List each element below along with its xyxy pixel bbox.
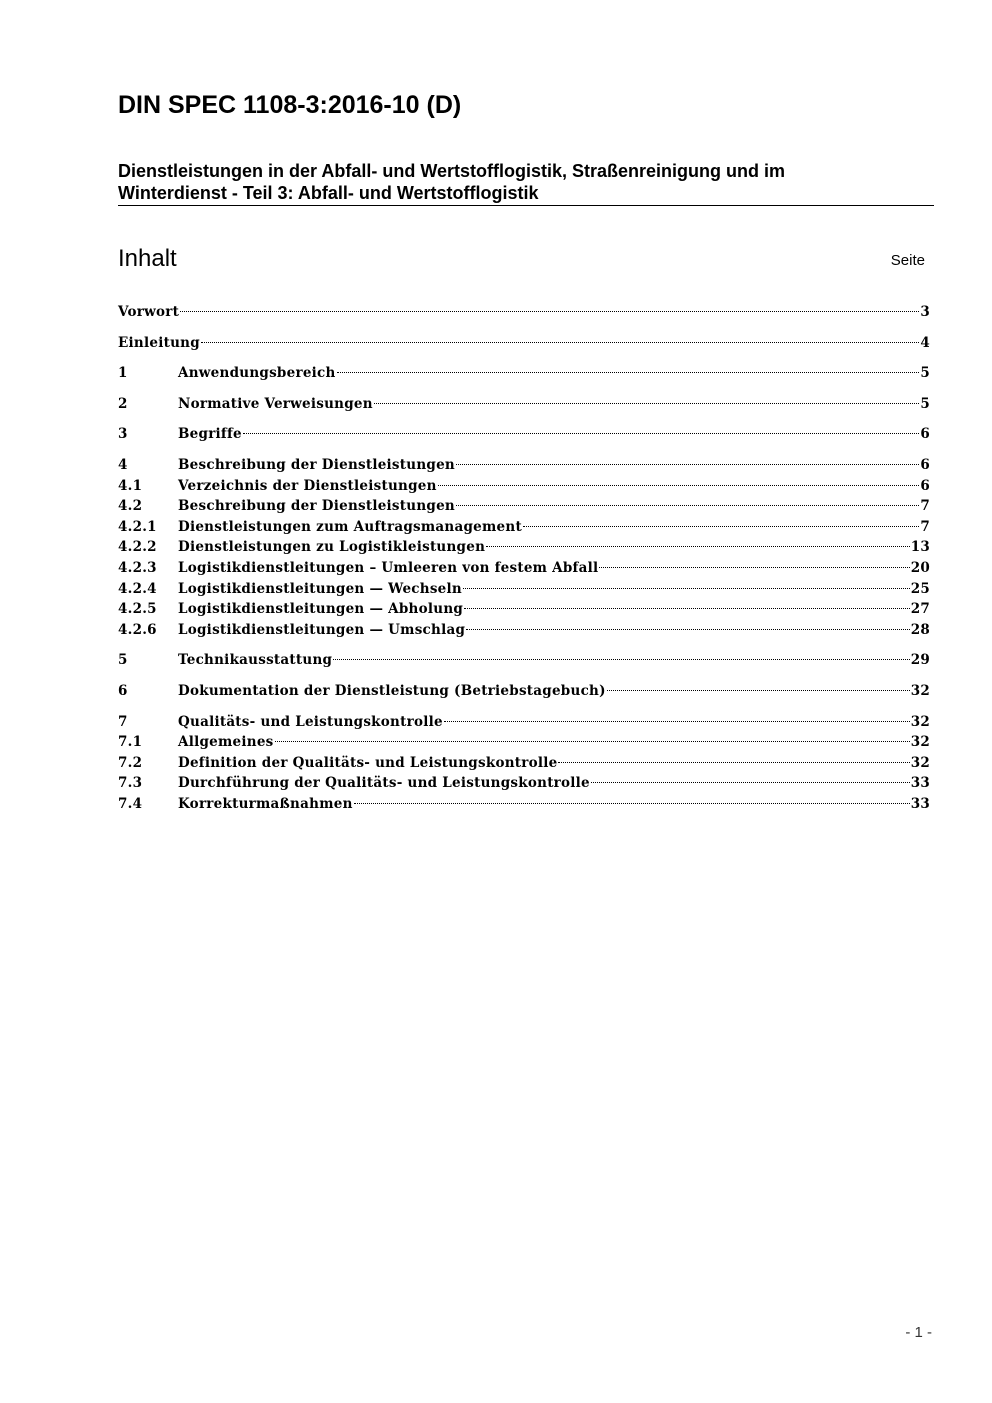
toc-entry-4[interactable] bbox=[118, 455, 930, 476]
page-column-label: Seite bbox=[890, 252, 925, 269]
dot-leader bbox=[438, 485, 920, 486]
toc-entry-page: 20 bbox=[910, 559, 930, 576]
dot-leader bbox=[333, 659, 909, 660]
toc-entry-title: Dienstleistungen zum Auftragsmanagement bbox=[178, 518, 522, 535]
toc-entry-number: 4 bbox=[118, 456, 128, 473]
toc-entry-title: Logistikdienstleitungen — Wechseln bbox=[178, 580, 462, 597]
toc-entry-4-1[interactable] bbox=[118, 476, 930, 497]
dot-leader bbox=[444, 721, 910, 722]
toc-entry-4-2-5[interactable] bbox=[118, 599, 930, 620]
toc-entry-title: Definition der Qualitäts- und Leistungskontrolle bbox=[178, 754, 558, 771]
dot-leader bbox=[466, 629, 910, 630]
dot-leader bbox=[337, 372, 920, 373]
toc-entry-title: Begriffe bbox=[178, 426, 242, 443]
toc-entry-page: 7 bbox=[920, 518, 930, 535]
dot-leader bbox=[464, 608, 910, 609]
dot-leader bbox=[599, 567, 909, 568]
dot-leader bbox=[558, 762, 909, 763]
toc-entry-title: Durchführung der Qualitäts- und Leistungskontrolle bbox=[178, 775, 590, 792]
toc-entry-number: 4.1 bbox=[118, 477, 143, 494]
toc-entry-7-2[interactable] bbox=[118, 753, 930, 774]
toc-entry-einleitung[interactable] bbox=[118, 333, 930, 354]
toc-entry-7-3[interactable] bbox=[118, 773, 930, 794]
toc-entry-number: 4.2.5 bbox=[118, 601, 157, 618]
toc-entry-title: Logistikdienstleitungen — Umschlag bbox=[178, 621, 466, 638]
dot-leader bbox=[180, 311, 919, 312]
toc-entry-page: 28 bbox=[910, 621, 930, 638]
toc-entry-title: Vorwort bbox=[118, 304, 180, 320]
toc-entry-title: Logistikdienstleitungen – Umleeren von festem Abfall bbox=[178, 559, 599, 576]
toc-entry-title: Dienstleistungen zu Logistikleistungen bbox=[178, 539, 486, 556]
dot-leader bbox=[486, 546, 910, 547]
toc-entry-page: 25 bbox=[910, 580, 930, 597]
toc-entry-title: Korrekturmaßnahmen bbox=[178, 795, 353, 812]
subtitle-line: Dienstleistungen in der Abfall- und Wertstofflogistik, Straßenreinigung und im bbox=[118, 161, 786, 181]
toc-entry-title: Allgemeines bbox=[178, 734, 274, 751]
toc-heading: Inhalt bbox=[118, 245, 177, 272]
toc-entry-number: 4.2.2 bbox=[118, 539, 157, 556]
toc-entry-page: 6 bbox=[920, 477, 930, 494]
toc-entry-page: 7 bbox=[920, 498, 930, 515]
toc-entry-title: Logistikdienstleitungen — Abholung bbox=[178, 601, 464, 618]
toc-entry-page: 5 bbox=[920, 395, 930, 412]
toc-entry-title: Technikausstattung bbox=[178, 652, 333, 669]
toc-entry-number: 2 bbox=[118, 395, 128, 412]
toc-entry-4-2-3[interactable] bbox=[118, 558, 930, 579]
toc-entry-number: 7.3 bbox=[118, 775, 143, 792]
toc-entry-6[interactable] bbox=[118, 681, 930, 702]
toc-entry-page: 32 bbox=[910, 713, 930, 730]
toc-entry-page: 27 bbox=[910, 601, 930, 618]
toc-entry-3[interactable] bbox=[118, 424, 930, 445]
page-number: - 1 - bbox=[905, 1324, 932, 1341]
toc-entry-7[interactable] bbox=[118, 712, 930, 733]
toc-entry-number: 5 bbox=[118, 652, 128, 669]
dot-leader bbox=[607, 690, 910, 691]
toc-entry-number: 6 bbox=[118, 682, 128, 699]
toc-entry-number: 7 bbox=[118, 713, 128, 730]
toc-entry-title: Beschreibung der Dienstleistungen bbox=[178, 498, 455, 515]
toc-entry-vorwort[interactable] bbox=[118, 302, 930, 323]
toc-entry-number: 3 bbox=[118, 426, 128, 443]
dot-leader bbox=[591, 782, 910, 783]
toc-entry-page: 13 bbox=[910, 539, 930, 556]
dot-leader bbox=[201, 342, 919, 343]
toc-entry-page: 6 bbox=[920, 456, 930, 473]
toc-entry-page: 32 bbox=[910, 682, 930, 699]
toc-entry-page: 33 bbox=[910, 795, 930, 812]
dot-leader bbox=[243, 433, 919, 434]
table-of-contents bbox=[118, 302, 930, 814]
toc-entry-title: Qualitäts- und Leistungskontrolle bbox=[178, 713, 443, 730]
toc-entry-title: Anwendungsbereich bbox=[178, 365, 336, 382]
toc-entry-number: 7.1 bbox=[118, 734, 143, 751]
toc-entry-number: 7.2 bbox=[118, 754, 143, 771]
toc-entry-4-2-6[interactable] bbox=[118, 620, 930, 641]
toc-entry-4-2[interactable] bbox=[118, 496, 930, 517]
toc-entry-number: 1 bbox=[118, 365, 128, 382]
toc-entry-page: 5 bbox=[920, 365, 930, 382]
toc-entry-number: 7.4 bbox=[118, 795, 143, 812]
toc-entry-4-2-2[interactable] bbox=[118, 537, 930, 558]
dot-leader bbox=[523, 526, 919, 527]
dot-leader bbox=[463, 588, 910, 589]
toc-entry-number: 4.2.4 bbox=[118, 580, 157, 597]
toc-entry-2[interactable] bbox=[118, 394, 930, 415]
toc-entry-number: 4.2 bbox=[118, 498, 143, 515]
dot-leader bbox=[275, 741, 910, 742]
toc-entry-page: 3 bbox=[920, 304, 930, 320]
document-title: DIN SPEC 1108-3:2016-10 (D) bbox=[118, 91, 462, 119]
toc-entry-4-2-1[interactable] bbox=[118, 517, 930, 538]
toc-entry-title: Beschreibung der Dienstleistungen bbox=[178, 456, 455, 473]
toc-entry-5[interactable] bbox=[118, 650, 930, 671]
toc-entry-7-4[interactable] bbox=[118, 794, 930, 815]
dot-leader bbox=[374, 403, 920, 404]
toc-entry-7-1[interactable] bbox=[118, 732, 930, 753]
toc-entry-title: Normative Verweisungen bbox=[178, 395, 373, 412]
document-subtitle bbox=[118, 160, 934, 206]
toc-entry-page: 32 bbox=[910, 734, 930, 751]
toc-entry-number: 4.2.3 bbox=[118, 559, 157, 576]
toc-entry-page: 6 bbox=[920, 426, 930, 443]
dot-leader bbox=[456, 505, 919, 506]
toc-entry-page: 4 bbox=[920, 334, 930, 351]
toc-entry-title: Verzeichnis der Dienstleistungen bbox=[178, 477, 437, 494]
toc-entry-1[interactable] bbox=[118, 363, 930, 384]
toc-entry-4-2-4[interactable] bbox=[118, 579, 930, 600]
toc-entry-number: 4.2.6 bbox=[118, 621, 157, 638]
toc-entry-title: Einleitung bbox=[118, 334, 200, 351]
dot-leader bbox=[354, 803, 910, 804]
dot-leader bbox=[456, 464, 919, 465]
toc-entry-page: 32 bbox=[910, 754, 930, 771]
toc-entry-title: Dokumentation der Dienstleistung (Betriebstagebuch) bbox=[178, 682, 606, 699]
toc-entry-page: 33 bbox=[910, 775, 930, 792]
subtitle-line: Winterdienst - Teil 3: Abfall- und Wertstofflogistik bbox=[118, 183, 539, 203]
toc-entry-number: 4.2.1 bbox=[118, 518, 157, 535]
toc-entry-page: 29 bbox=[910, 652, 930, 669]
